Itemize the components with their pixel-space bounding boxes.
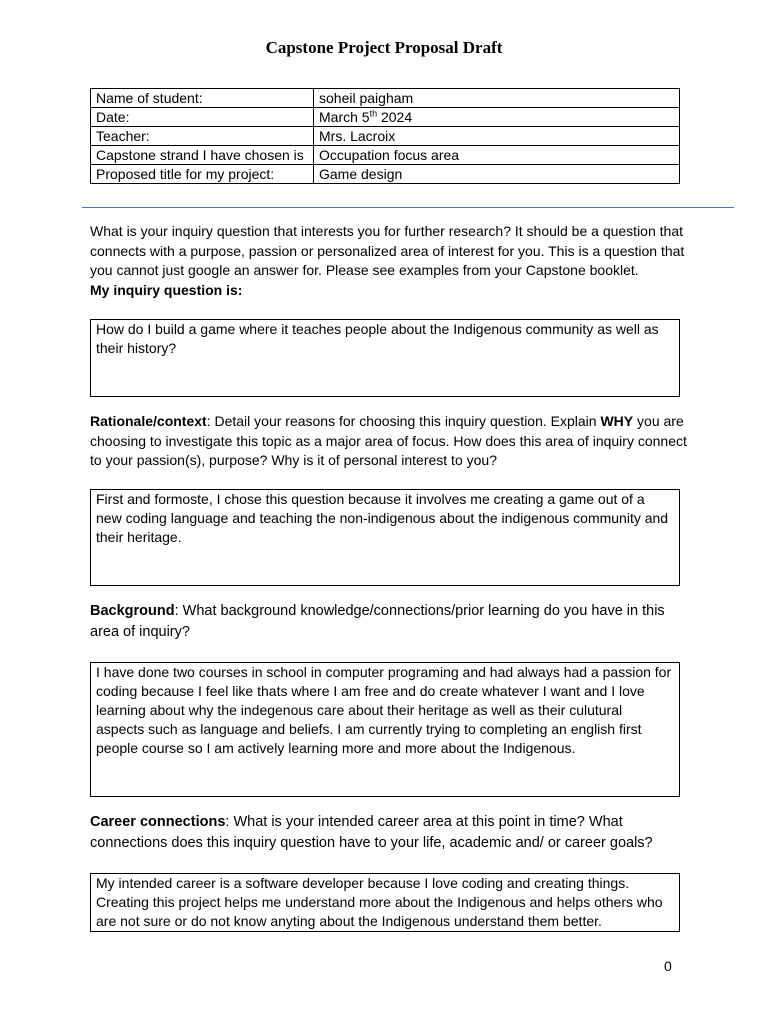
table-row (91, 127, 680, 146)
info-value: soheil paigham (314, 89, 680, 108)
page-number: 0 (664, 958, 672, 974)
info-value: Game design (314, 165, 680, 184)
background-answer-box: I have done two courses in school in computer programing and had always had a passion for coding because I feel like thats where I am free and do create whatever I want and I love learning about why the indegenous care about their heritage as well as their culutural aspects such as language and beliefs. I am currently trying to completing an english first people course so I am actively learning more and more about the Indigenous. (90, 662, 680, 797)
career-answer-box: My intended career is a software developer because I love coding and creating things. Creating this project helps me understand more about the Indigenous and helps others who are not sure or do not know anyting about the Indigenous understand them better. (90, 873, 680, 932)
info-value: Occupation focus area (314, 146, 680, 165)
background-prompt (90, 601, 690, 643)
career-prompt (90, 812, 690, 854)
info-label: Name of student: (91, 89, 314, 108)
student-info-table (90, 88, 680, 184)
table-row (91, 146, 680, 165)
table-row (91, 89, 680, 108)
date-year: 2024 (377, 109, 413, 125)
inquiry-label: My inquiry question is: (90, 281, 243, 298)
info-value-date (314, 108, 680, 127)
inquiry-prompt (90, 222, 690, 300)
rationale-prompt (90, 412, 690, 471)
career-heading: Career connections (90, 814, 226, 830)
info-value: Mrs. Lacroix (314, 127, 680, 146)
info-label: Capstone strand I have chosen is (91, 146, 314, 165)
table-row (91, 165, 680, 184)
date-day: March 5 (319, 109, 370, 125)
background-prompt-text: : What background knowledge/connections/prior learning do you have in this area of inquiry? (90, 603, 665, 640)
career-prompt-text: : What is your intended career area at this point in time? What connections does this inquiry question have to your life, academic and/ or career goals? (90, 814, 653, 851)
rationale-prompt-text-2: you are choosing to investigate this topic as a major area of focus. How does this area of inquiry connect to your passion(s), purpose? Why is it of personal interest to you? (90, 413, 687, 468)
rationale-heading: Rationale/context (90, 413, 207, 429)
info-label: Proposed title for my project: (91, 165, 314, 184)
table-row (91, 108, 680, 127)
rationale-answer-box: First and formoste, I chose this question because it involves me creating a game out of a new coding language and teaching the non-indigenous about the indigenous community and their heritage. (90, 489, 680, 586)
inquiry-answer-box: How do I build a game where it teaches people about the Indigenous community as well as their history? (90, 319, 680, 397)
background-heading: Background (90, 603, 175, 619)
page-title: Capstone Project Proposal Draft (265, 38, 503, 57)
rationale-prompt-text: : Detail your reasons for choosing this inquiry question. Explain (206, 413, 601, 429)
date-ordinal: th (369, 108, 378, 119)
info-label: Date: (91, 108, 314, 127)
info-label: Teacher: (91, 127, 314, 146)
rationale-emphasis: WHY (600, 413, 634, 429)
inquiry-prompt-text: What is your inquiry question that interests you for further research? It should be a question that connects with a purpose, passion or personalized area of interest for you. This is a question that you cannot just google an answer for. Please see examples from your Capstone booklet. (90, 223, 685, 278)
section-divider (82, 207, 734, 208)
